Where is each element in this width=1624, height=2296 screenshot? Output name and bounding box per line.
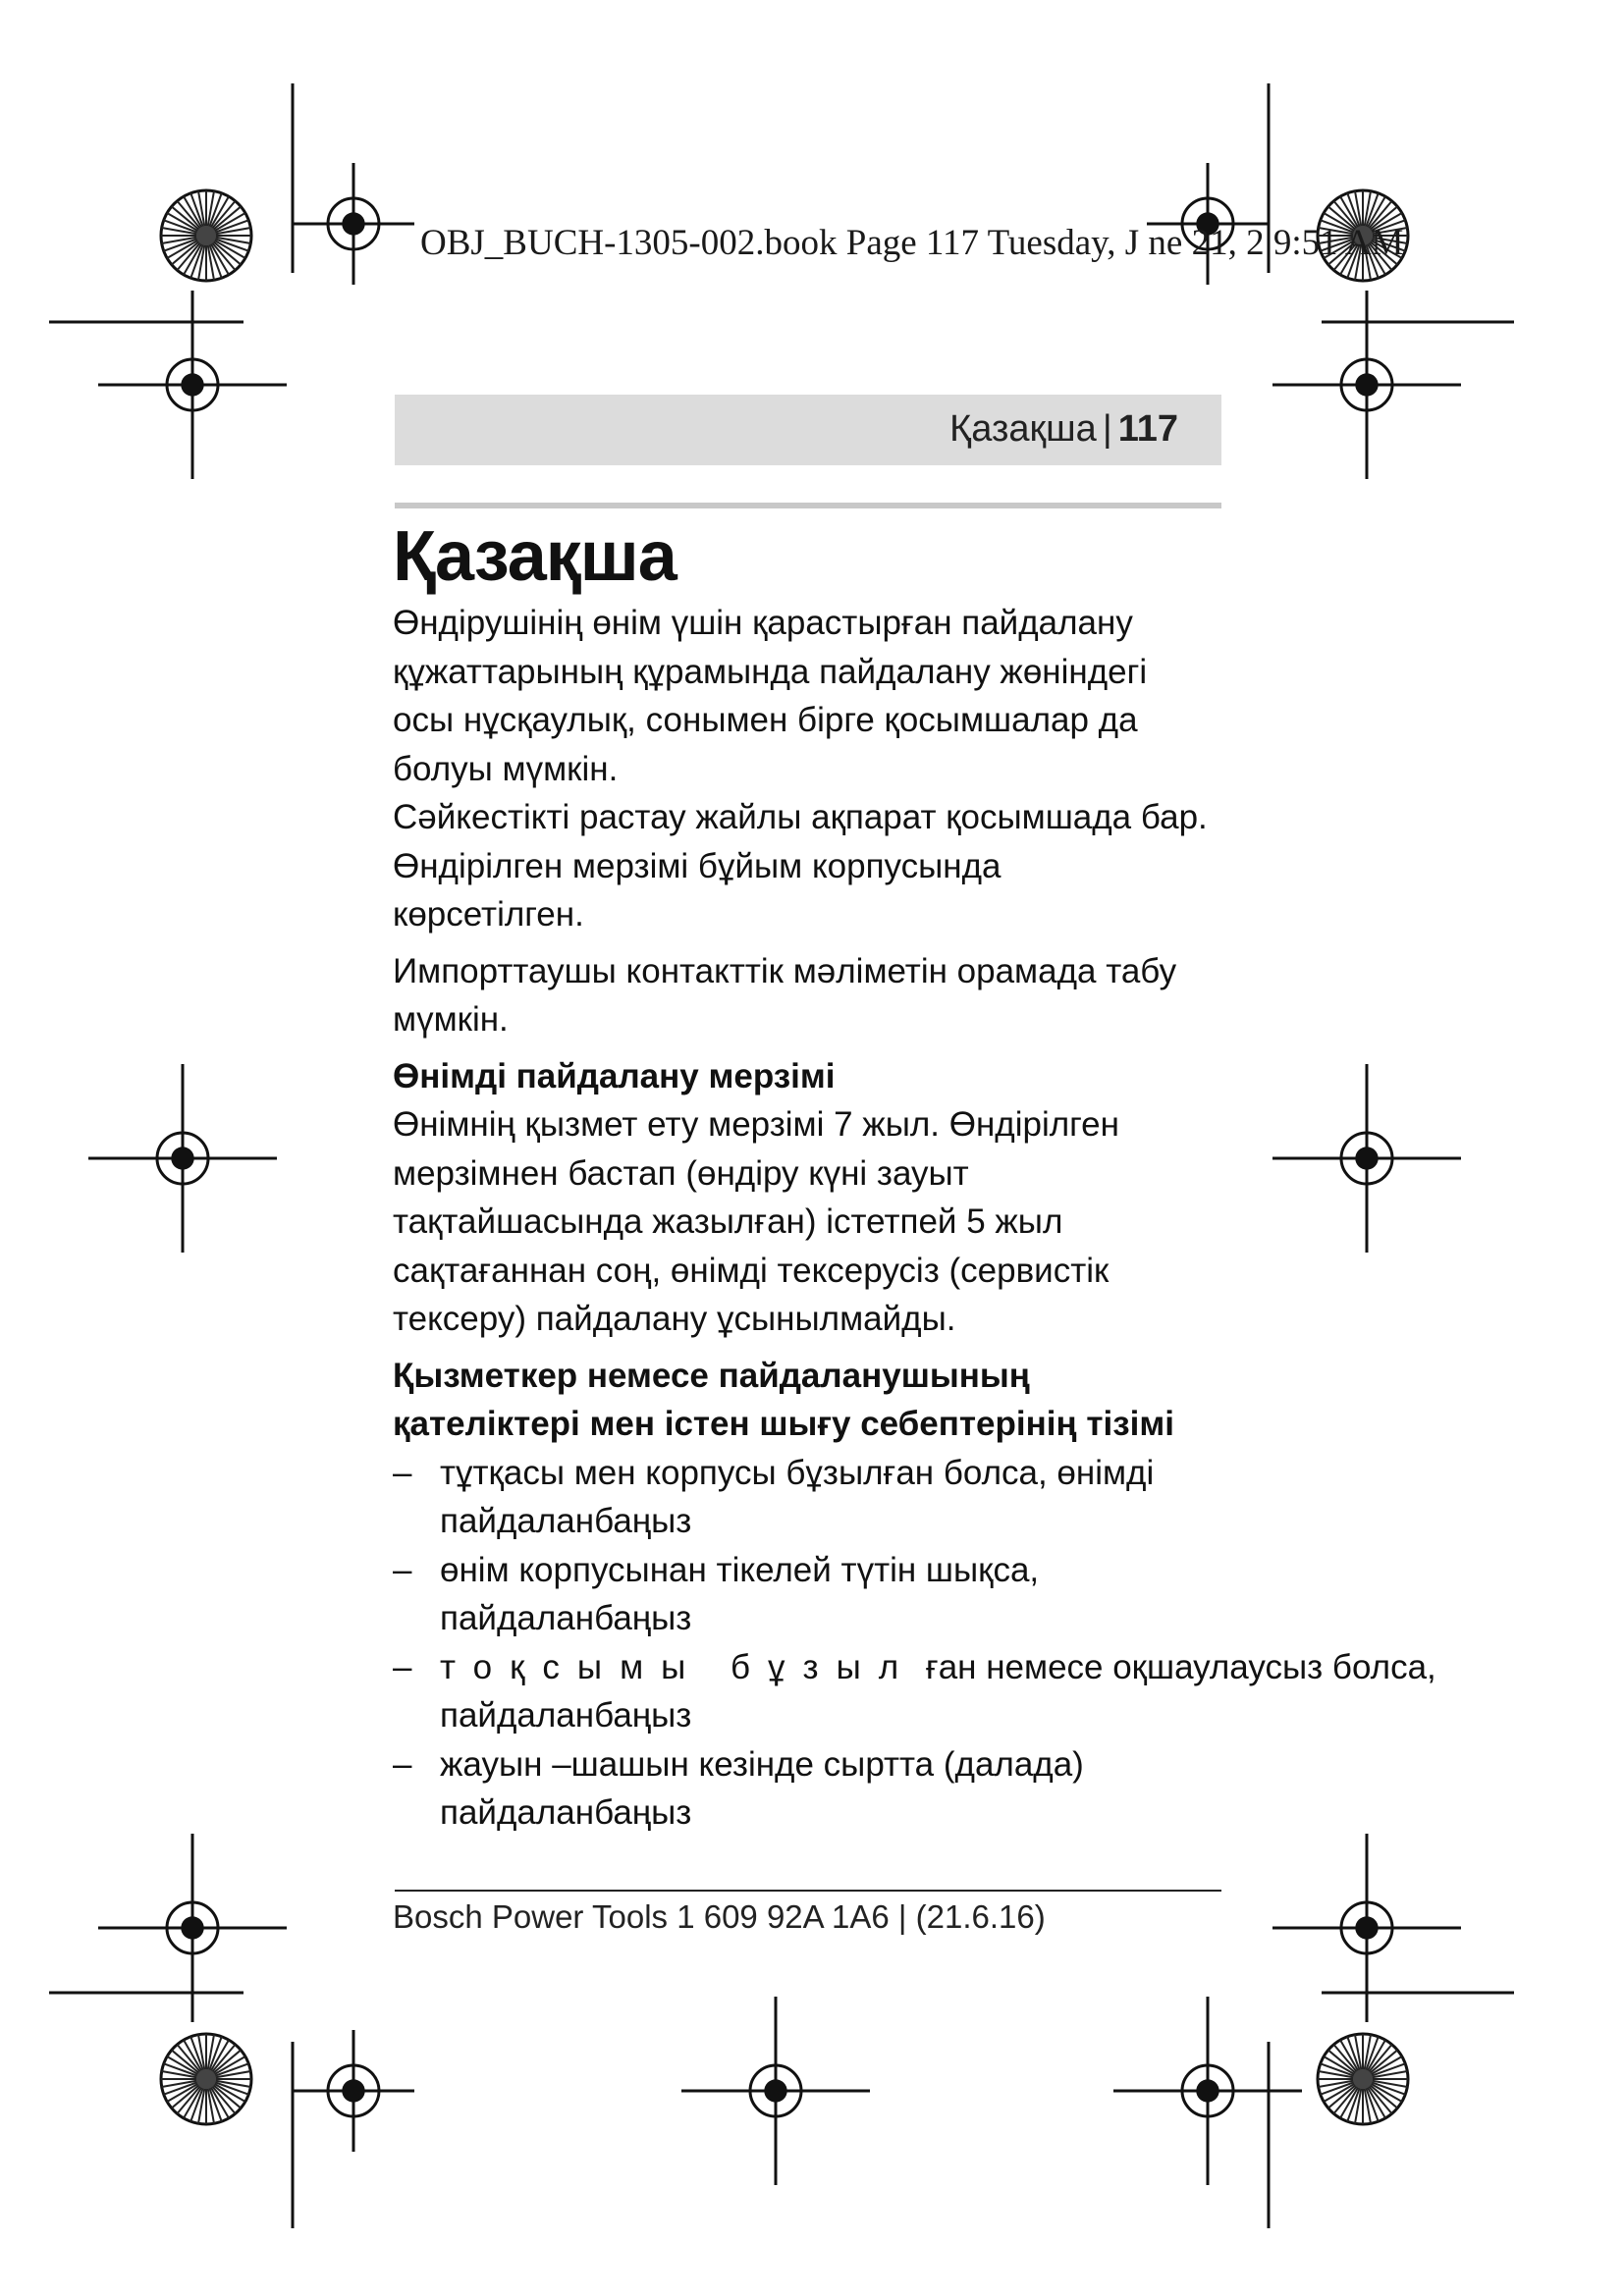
list-dash: – (393, 1744, 412, 1784)
page-number: 117 (1117, 408, 1178, 450)
errors-heading-line: Қызметкер немесе пайдаланушының (393, 1356, 1030, 1395)
list-dash: – (393, 1647, 412, 1686)
text-line: сақтағаннан соң, өнімді тексерусіз (сервистік (393, 1251, 1110, 1290)
list-item-line: пайдаланбаңыз (440, 1793, 692, 1832)
errors-list (393, 1449, 1492, 1838)
page-title: Қазақша (393, 517, 677, 596)
text-line: болуы мүмкін. (393, 749, 619, 788)
service-life-heading: Өнімді пайдалану мерзімі (393, 1056, 836, 1095)
starburst-center (196, 2069, 216, 2089)
text-line: құжаттарының құрамында пайдалану жөніндегі (393, 652, 1148, 691)
importer-paragraph (393, 947, 1492, 1044)
text-line: тексеру) пайдалану ұсынылмайды. (393, 1300, 956, 1338)
text-line: көрсетілген. (393, 895, 584, 934)
intro-paragraph (393, 599, 1492, 939)
errors-heading-line: қателіктері мен істен шығу себептерінің тізімі (393, 1405, 1174, 1443)
header-section-name: Қазақша (949, 408, 1097, 450)
starburst-center (1353, 2069, 1373, 2089)
text-line: Импорттаушы контакттік мәліметін орамада табу (393, 951, 1177, 990)
list-item-line: тұтқасы мен корпусы бұзылған болса, өнімді (440, 1453, 1155, 1492)
footer-rule (395, 1890, 1221, 1892)
text-line: мерзімнен бастап (өндіру күні зауыт (393, 1153, 969, 1193)
list-item-line: пайдаланбаңыз (440, 1696, 692, 1735)
main-content (393, 599, 1492, 1838)
header-rule (395, 503, 1221, 508)
spaced-text: тоқсымы бұзыл (440, 1647, 917, 1686)
text-line: Өндірілген мерзімі бұйым корпусында (393, 846, 1001, 885)
header-separator: | (1102, 408, 1112, 450)
text-line: Өнімнің қызмет ету мерзімі 7 жыл. Өндірілген (393, 1105, 1119, 1144)
list-item (393, 1546, 1492, 1643)
list-item-line: өнім корпусынан тікелей түтін шықса, (440, 1550, 1040, 1589)
list-item-line: пайдаланбаңыз (440, 1502, 692, 1540)
running-header (395, 395, 1221, 465)
list-dash: – (393, 1453, 412, 1492)
list-item (393, 1643, 1492, 1740)
print-slug-line: OBJ_BUCH-1305-002.book Page 117 Tuesday, J ne 21, 2 9:51 AM (420, 223, 1404, 263)
text-line: тақтайшасында жазылған) істетпей 5 жыл (393, 1202, 1063, 1241)
running-header-text (949, 408, 1178, 451)
list-item-line: жауын –шашын кезінде сыртта (далада) (440, 1744, 1084, 1784)
page-footer: Bosch Power Tools 1 609 92A 1A6 | (21.6.16) (393, 1898, 1046, 1935)
text-fragment: ған немесе оқшаулаусыз болса, (925, 1647, 1436, 1686)
text-line: Өндірушінің өнім үшін қарастырған пайдалану (393, 604, 1133, 642)
list-item (393, 1449, 1492, 1546)
list-item-line: пайдаланбаңыз (440, 1599, 692, 1637)
text-line: Сәйкестікті растау жайлы ақпарат қосымшада бар. (393, 798, 1208, 836)
list-item-line (440, 1643, 1492, 1692)
list-item (393, 1740, 1492, 1838)
text-line: осы нұсқаулық, сонымен бірге қосымшалар да (393, 701, 1138, 739)
errors-heading (393, 1352, 1492, 1449)
starburst-center (196, 226, 216, 245)
list-dash: – (393, 1550, 412, 1589)
text-line: мүмкін. (393, 1000, 509, 1039)
service-life-paragraph (393, 1100, 1492, 1344)
